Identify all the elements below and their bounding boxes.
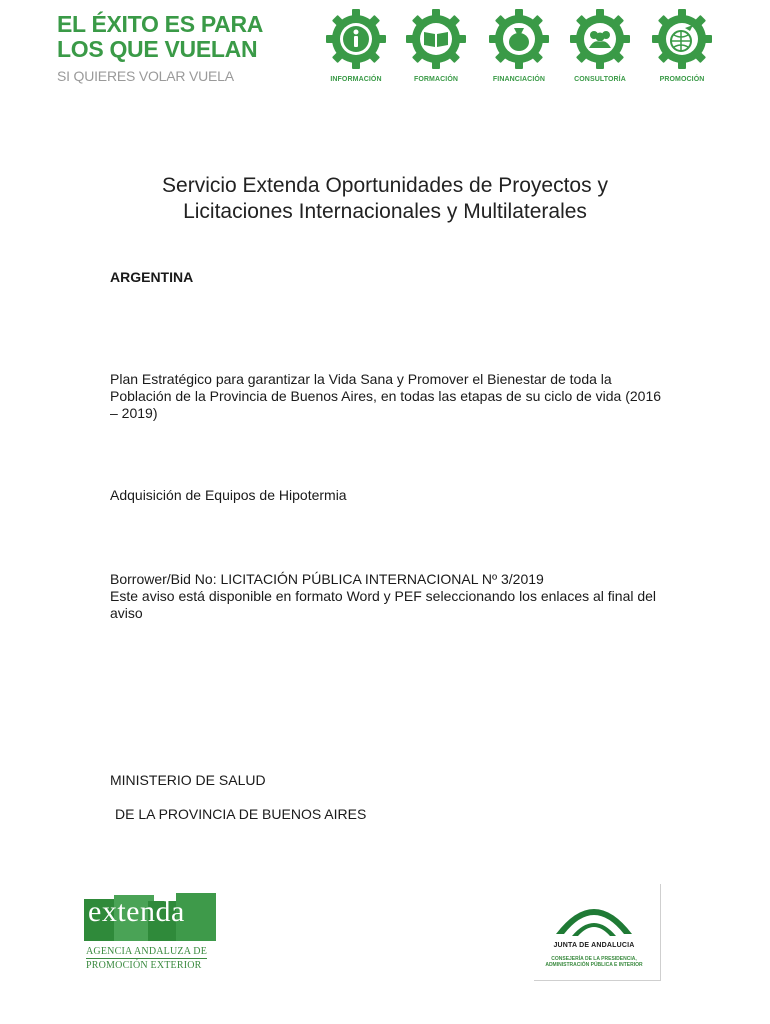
extenda-subtitle-line2: PROMOCIÓN EXTERIOR (86, 960, 202, 971)
document-title (80, 173, 690, 225)
banner-title-line1: EL ÉXITO ES PARA (57, 11, 264, 37)
training-label: FORMACIÓN (413, 76, 459, 83)
ministry-line1: MINISTERIO DE SALUD (110, 772, 266, 788)
globe-plane-icon (651, 8, 713, 70)
ministry-line2: DE LA PROVINCIA DE BUENOS AIRES (115, 806, 367, 822)
promotion-label: PROMOCIÓN (659, 76, 705, 83)
junta-department (534, 956, 654, 968)
money-bag-icon (488, 8, 550, 70)
acquisition-paragraph: Adquisición de Equipos de Hipotermia (110, 487, 347, 503)
junta-arc-emblem (534, 890, 654, 946)
document-title-line1: Servicio Extenda Oportunidades de Proyectos y (162, 174, 608, 197)
document-title-line2: Licitaciones Internacionales y Multilaterales (183, 200, 587, 223)
extenda-logo (84, 893, 224, 973)
consulting-gear[interactable] (560, 8, 640, 90)
extenda-subtitle (86, 946, 207, 971)
plan-paragraph: Plan Estratégico para garantizar la Vida Sana y Promover el Bienestar de toda la Población de la Provincia de Buenos Aires, en todas las etapas de su ciclo de vida (2016 – 2019) (110, 371, 662, 421)
book-icon (405, 8, 467, 70)
people-icon (569, 8, 631, 70)
bid-paragraph (110, 571, 670, 622)
junta-andalucia-logo (534, 884, 661, 981)
bid-note: Este aviso está disponible en formato Word y PEF seleccionando los enlaces al final del aviso (110, 588, 657, 621)
extenda-subtitle-line1: AGENCIA ANDALUZA DE (86, 946, 208, 957)
info-gear[interactable] (316, 8, 396, 90)
banner-subtitle: SI QUIERES VOLAR VUELA (57, 68, 234, 84)
extenda-wordmark: extenda (88, 895, 185, 928)
financing-label: FINANCIACIÓN (492, 76, 546, 83)
junta-department-line2: ADMINISTRACIÓN PÚBLICA E INTERIOR (545, 962, 643, 968)
info-label: INFORMACIÓN (330, 76, 382, 83)
consulting-label: CONSULTORÍA (574, 76, 626, 83)
financing-gear[interactable] (479, 8, 559, 90)
banner-title (57, 12, 263, 62)
promotion-gear[interactable] (642, 8, 722, 90)
banner-title-line2: LOS QUE VUELAN (57, 36, 258, 62)
junta-department-line1: CONSEJERÍA DE LA PRESIDENCIA, (551, 956, 637, 962)
junta-name: JUNTA DE ANDALUCIA (553, 942, 635, 949)
info-icon (325, 8, 387, 70)
training-gear[interactable] (396, 8, 476, 90)
country-heading: ARGENTINA (110, 269, 194, 285)
bid-number: Borrower/Bid No: LICITACIÓN PÚBLICA INTERNACIONAL Nº 3/2019 (110, 571, 544, 587)
